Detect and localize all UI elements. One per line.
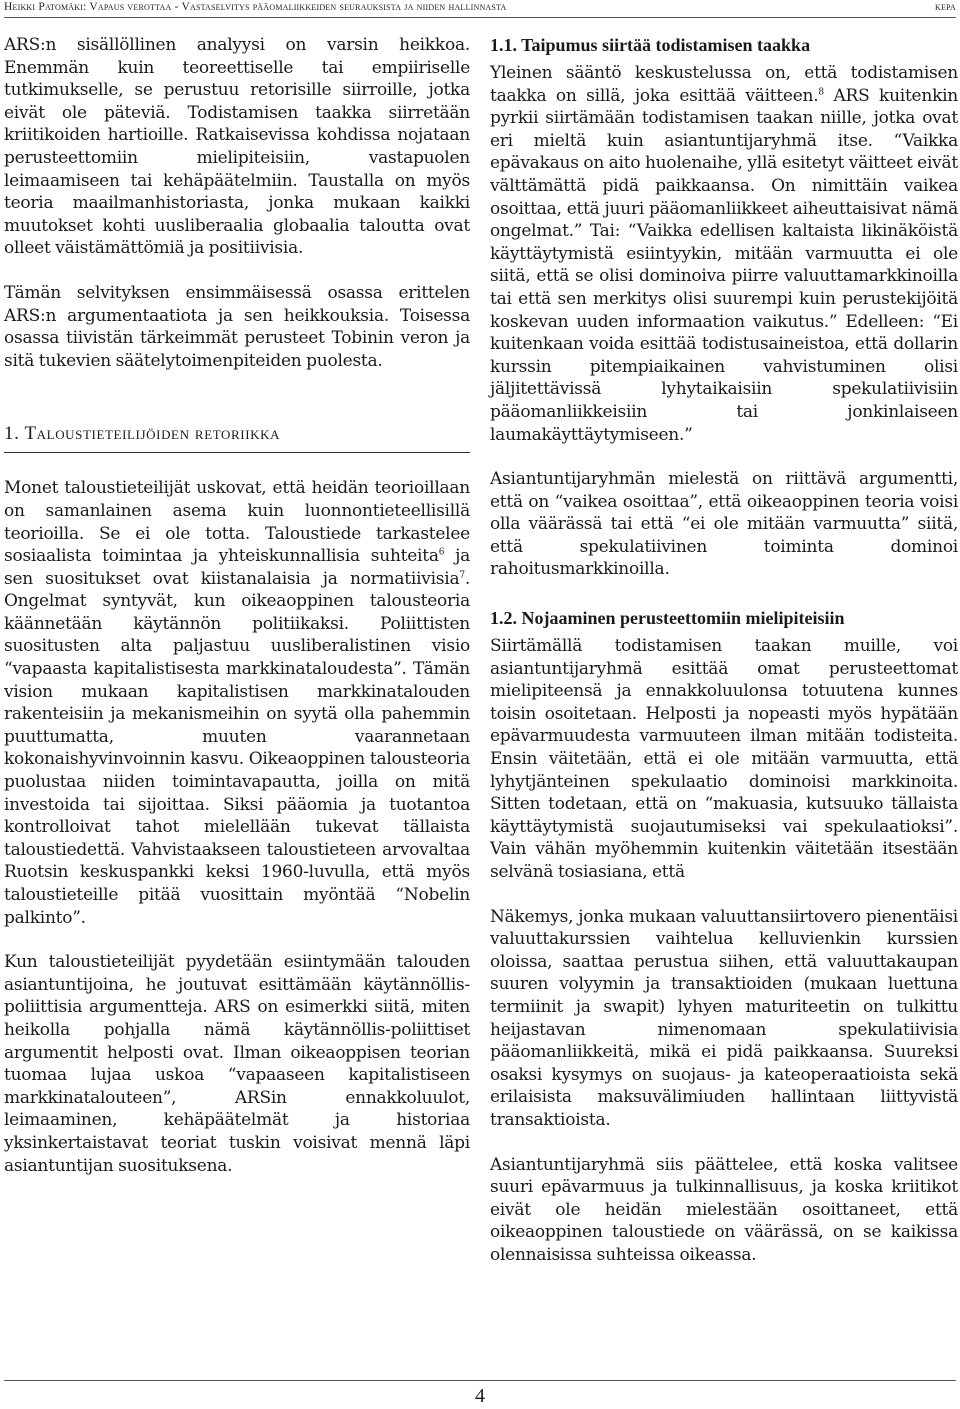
footnote-ref-7[interactable]: 7 (459, 570, 465, 581)
intro-paragraph-2: Tämän selvityksen ensimmäisessä osassa erittelen ARS:n argumentaatiota ja sen heikkouksia. Toisessa osassa tiivistän tärkeimmät perusteet Tobinin veron ja sitä tukevien säätelytoimenpiteiden puolesta. (4, 282, 470, 371)
spacer (4, 372, 470, 422)
page-number: 4 (475, 1385, 485, 1407)
subsection-1-2-paragraph-3: Asiantuntijaryhmä siis päättelee, että koska valitsee suuri epävarmuus ja tulkinnallisuus, ja koska kriitikot eivät ole heidän mielestään osoittaneet, että oikeaoppinen taloustiede on väärässä, on se kaikissa olennaisissa suhteissa oikeassa. (490, 1154, 958, 1265)
running-head (4, 0, 956, 18)
paragraph-text: ja sen suositukset ovat kiistanalaisia ja normatiivisia (4, 546, 470, 589)
spacer (490, 581, 958, 607)
section-1-paragraph-2: Kun taloustieteilijät pyydetään esiintymään talouden asiantuntijoina, he joutuvat esittämään käytännöllis-poliittisia argumentteja. ARS on esimerkki siitä, miten heikolla pohjalla nämä käytännöllis-poliittiset argumentit helposti ovat. Ilman oikeaoppisen teorian tuomaa lujaa uskoa “vapaaseen kapitalistiseen markkinatalouteen”, ARSin ennakkoluulot, leimaaminen, kehäpäätelmät ja historiaa yksinkertaistavat teoriat tuskin voisivat mennä läpi asiantuntijan suosituksena. (4, 952, 470, 1176)
subsection-1-1-paragraph-1 (490, 62, 958, 446)
subsection-1-1-paragraph-2: Asiantuntijaryhmän mielestä on riittävä argumentti, että on “vaikea osoittaa”, että oikeaoppinen teoria voisi olla väärässä tai että “ei ole mitään varmuutta” siitä, että spekulatiivinen toiminta dominoi rahoitusmarkkinoilla. (490, 469, 958, 580)
running-head-title: Heikki Patomäki: Vapaus verottaa - Vastaselvitys pääomaliikkeiden seurauksista ja niiden hallinnasta (4, 1, 507, 13)
subsection-1-2-paragraph-1: Siirtämällä todistamisen taakan muille, voi asiantuntijaryhmä esittää omat perusteettomat mielipiteensä ja ennakkoluulonsa totuutena kunnes toisin osoitetaan. Helposti ja nopeasti myös hypätään epävarmuudesta varmuuteen ilman mitään todisteita. Ensin väitetään, että ei ole mitään varmuutta, että lyhytjänteinen spekulaatio dominoisi markkinoita. Sitten todetaan, että on “makuasia, kutsuuko tällaista käyttäytymistä suojautumiseksi vai spekulaatioksi”. Vain vähän myöhemmin kuitenkin väitetään itsestään selvänä tosiasiana, että (490, 636, 958, 882)
footnote-ref-8[interactable]: 8 (818, 86, 824, 97)
right-column (490, 34, 958, 1267)
section-1-heading: 1. Taloustieteilijöiden retoriikka (4, 422, 470, 453)
paragraph-text: ARS kuitenkin pyrkii siirtämään todistamisen taakan niille, jotka ovat eri mieltä kuin asiantuntijaryhmä itse. “Vaikka epävakaus on aito huolenaihe, yllä esitetyt väitteet eivät välttämättä pidä paikkaansa. On nimittäin vaikea osoittaa, että juuri pääomanliikkeet aiheuttaisivat nämä ongelmat.” Tai: “Vaikka edellisen kaltaista likinäköistä käyttäytymistä esiintyykin, mitään varmuutta ei ole siitä, että se olisi dominoiva piirre valuuttamarkkinoilla tai että sen merkitys olisi suurempi kuin perustekijöitä koskevan uuden informaation vaikutus.” Edelleen: “Ei kuitenkaan voida esittää todistusaineistoa, että dollarin kurssin pitempiaikainen vahvistuminen olisi jäljitettävissä lyhytaikaisiin spekulatiivisiin pääomanliikkeisiin tai jonkinlaiseen laumakäyttäytymiseen.” (490, 85, 959, 445)
paragraph-text: Monet taloustieteilijät uskovat, että heidän teorioillaan on samanlainen asema kuin luonnontieteellisillä teorioilla. Se ei ole totta. Taloustiede tarkastelee sosiaalista toimintaa ja yhteiskunnallisia suhteita (4, 478, 470, 567)
left-column (4, 34, 470, 1177)
subsection-1-1-heading: 1.1. Taipumus siirtää todistamisen taakka (490, 35, 811, 55)
subsection-1-2-heading: 1.2. Nojaaminen perusteettomiin mielipiteisiin (490, 608, 845, 629)
running-head-publisher: kepa (935, 1, 956, 13)
intro-paragraph-1: ARS:n sisällöllinen analyysi on varsin heikkoa. Enemmän kuin teoreettiselle tai empiiriselle tutkimukselle, se perustuu retorisille siirroille, jotka eivät ole päteviä. Todistamisen taakka siirretään kriitikoiden hartioille. Ratkaisevissa kohdissa nojataan perusteettomiin mielipiteisiin, vastapuolen leimaamiseen tai kehäpäätelmiin. Taustalla on myös teoria maailmanhistoriasta, jonka mukaan kaikki muutokset kohti uusliberaalia globaalia taloutta ovat olleet väistämättömiä ja positiivisia. (4, 35, 470, 259)
paragraph-text: . Ongelmat syntyvät, kun oikeaoppinen talousteoria käännetään käytännön politiikaksi. Poliittisten suositusten alta paljastuu uusliberalistinen visio “vapaasta kapitalistisesta markkinataloudesta”. Tämän vision mukaan kapitalistisen markkinatalouden rakenteisiin ja mekanismeihin on syytä olla pahemmin puuttumatta, muuten vaarannetaan kokonaishyvinvoinnin kasvu. Oikeaoppinen talousteoria puolustaa niiden toimintavapautta, joilla on mitä investoida tai sijoittaa. Siksi pääomia ja tuotantoa kontrolloivat tahot mielellään tukevat tällaista taloustiedettä. Vahvistaakseen taloustieteen arvovaltaa Ruotsin keskuspankki keksi 1960-luvulla, että myös taloustieteille pitää vuosittain myöntää “Nobelin palkinto”. (4, 568, 470, 928)
footnote-ref-6[interactable]: 6 (438, 547, 445, 558)
footer-rule (4, 1380, 956, 1381)
subsection-1-2-paragraph-2: Näkemys, jonka mukaan valuuttansiirtovero pienentäisi valuuttakurssien vaihtelua kelluvienkin kurssien oloissa, saattaa perustua siihen, että valuuttakaupan suuren volyymin ja transaktioiden (mukaan luettuna termiinit ja swapit) lyhyen maturiteetin on tulkittu heijastavan nimenomaan spekulatiivisia pääomanliikkeitä, mikä ei pidä paikkaansa. Suureksi osaksi kysymys on suojaus- ja kateoperaatioista sekä erilaisista maksuvälimiuden hallintaan liittyvistä transaktioista. (490, 906, 958, 1130)
spacer (4, 453, 470, 477)
section-1-paragraph-1 (4, 477, 470, 929)
paragraph-text: Yleinen sääntö keskustelussa on, että todistamisen taakka on sillä, joka esittää väitteen. (490, 63, 958, 106)
